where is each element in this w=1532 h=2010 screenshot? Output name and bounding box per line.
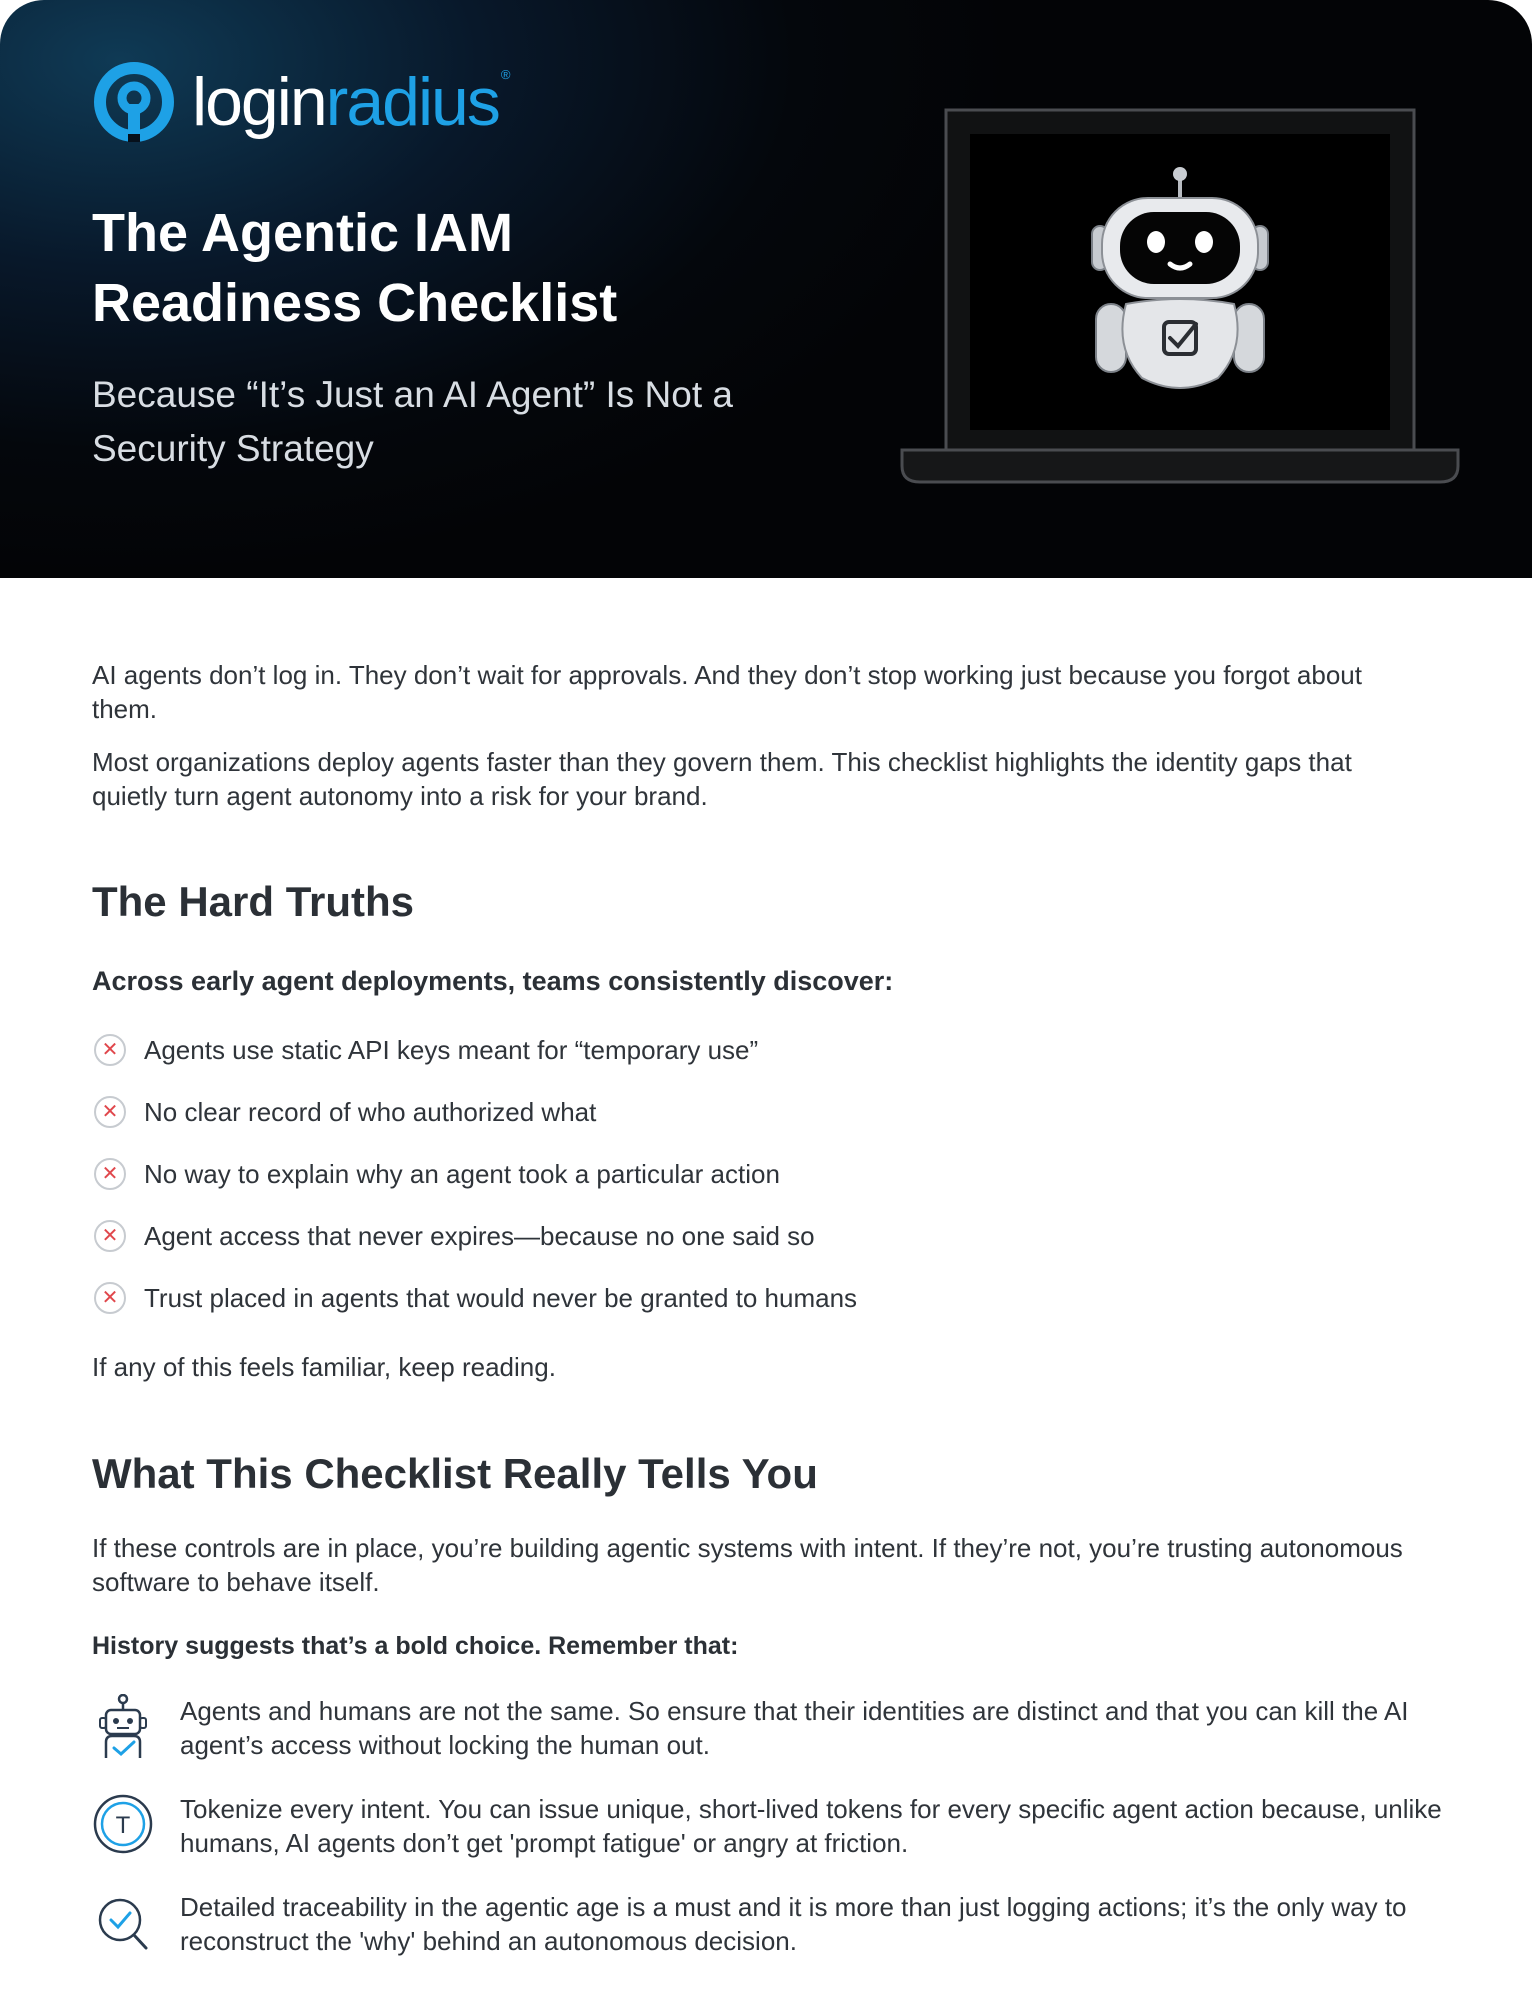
page-subtitle: Because “It’s Just an AI Agent” Is Not a Security Strategy [92,374,733,469]
checklist-meaning-paragraph: If these controls are in place, you’re building agentic systems with intent. If they’re not, you’re trusting autonomous software to behave itself. [92,1533,1403,1597]
logo-text-login: login [192,64,326,140]
tip-text: Detailed traceability in the agentic age is a must and it is more than just logging actions; it’s the only way to reconstruct the 'why' behind an autonomous decision. [180,1892,1407,1956]
checklist-meaning-lead: History suggests that’s a bold choice. Remember that: [92,1632,739,1660]
search-check-icon [92,1890,154,1958]
tip-text: Agents and humans are not the same. So ensure that their identities are distinct and that you can kill the AI agent’s access without locking the human out. [180,1696,1409,1760]
token-icon [92,1792,154,1860]
hard-truth-item [94,1220,815,1252]
hard-truth-item [94,1158,780,1190]
hard-truth-text: No way to explain why an agent took a particular action [144,1158,780,1189]
x-circle-icon: ✕ [94,1034,126,1066]
x-circle-icon: ✕ [94,1158,126,1190]
tip-item [92,1694,1452,1762]
x-circle-icon: ✕ [94,1220,126,1252]
robot-icon [92,1694,154,1762]
page-title: The Agentic IAM Readiness Checklist [92,203,618,333]
x-circle-icon: ✕ [94,1282,126,1314]
logo-wordmark [192,64,509,140]
loginradius-logo-icon [92,60,176,144]
logo-trademark: ® [500,67,509,82]
x-circle-icon: ✕ [94,1096,126,1128]
robot-on-laptop-icon [900,108,1460,488]
hero-banner [0,0,1532,578]
checklist-meaning-heading: What This Checklist Really Tells You [92,1450,818,1497]
hard-truths-lead: Across early agent deployments, teams consistently discover: [92,966,894,996]
hard-truth-item [94,1282,857,1314]
hard-truths-heading: The Hard Truths [92,878,415,925]
logo-text-radius: radius [325,64,499,140]
tip-text: Tokenize every intent. You can issue unique, short-lived tokens for every specific agent action because, unlike humans, AI agents don’t get 'prompt fatigue' or angry at friction. [180,1794,1442,1858]
hard-truth-text: Trust placed in agents that would never be granted to humans [144,1282,858,1313]
tip-item [92,1792,1452,1860]
loginradius-logo [92,60,508,144]
token-glyph: T [115,1812,131,1839]
hard-truth-item [94,1034,758,1066]
hard-truth-text: No clear record of who authorized what [144,1096,597,1127]
intro-paragraph-2: Most organizations deploy agents faster than they govern them. This checklist highlights the identity gaps that quietly turn agent autonomy into a risk for your brand. [92,747,1352,811]
hard-truth-item [94,1096,596,1128]
hard-truths-closing: If any of this feels familiar, keep reading. [92,1352,556,1382]
intro-paragraph-1: AI agents don’t log in. They don’t wait for approvals. And they don’t stop working just because you forgot about them. [92,660,1362,724]
tip-item [92,1890,1452,1958]
hard-truth-text: Agents use static API keys meant for “temporary use” [144,1034,759,1065]
hard-truth-text: Agent access that never expires—because no one said so [144,1220,815,1251]
